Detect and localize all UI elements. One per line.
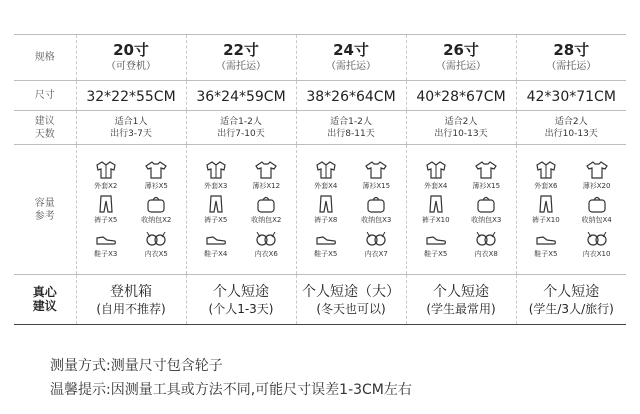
capacity-item <box>241 195 292 225</box>
capacity-label <box>14 145 76 275</box>
capacity-item <box>131 229 182 259</box>
capacity-item <box>301 195 352 225</box>
people-count: 适合2人 <box>554 116 588 127</box>
recommendation-cell <box>186 275 296 325</box>
days-cell <box>516 111 626 145</box>
recommendation-row <box>14 275 626 325</box>
bra-icon <box>144 229 168 250</box>
recommendation: 个人短途（大） <box>302 283 400 300</box>
capacity-item-label: 薄衫X15 <box>362 181 391 190</box>
coat-icon <box>94 161 118 182</box>
capacity-item-label: 内衣X10 <box>582 249 611 258</box>
capacity-item-label: 内衣X8 <box>474 249 498 258</box>
storage-bag-icon <box>254 195 278 216</box>
recommendation-note: (个人1-3天) <box>208 301 274 316</box>
recommendation: 个人短途 <box>543 283 600 300</box>
capacity-item-label: 薄衫X5 <box>144 181 168 190</box>
bra-icon <box>474 229 498 250</box>
shoes-icon <box>94 229 118 250</box>
capacity-label-line1: 容量 <box>34 197 55 209</box>
dimension-cell <box>76 81 186 111</box>
capacity-cell <box>406 145 516 275</box>
shirt-icon <box>144 161 168 182</box>
capacity-item <box>461 161 512 191</box>
days-cell <box>296 111 406 145</box>
capacity-item-label: 薄衫X20 <box>582 181 611 190</box>
capacity-item-label: 鞋子X3 <box>94 249 118 258</box>
dimension-cell <box>296 81 406 111</box>
days-label-line1: 建议 <box>34 115 55 127</box>
notes <box>50 354 412 402</box>
shirt-icon <box>474 161 498 182</box>
capacity-item-label: 收纳包X3 <box>471 215 502 224</box>
pants-icon <box>424 195 448 216</box>
size-row <box>14 81 626 111</box>
recommendation-label-line2: 建议 <box>32 298 57 313</box>
days-cell <box>76 111 186 145</box>
capacity-item <box>461 195 512 225</box>
shoes-icon <box>534 229 558 250</box>
size-inch: 26寸 <box>443 41 479 59</box>
capacity-item <box>521 161 572 191</box>
recommendation: 登机箱 <box>110 283 152 300</box>
capacity-item <box>571 161 622 191</box>
tip-note: 温馨提示:因测量工具或方法不同,可能尺寸误差1-3CM左右 <box>50 382 412 398</box>
dimension-cell <box>186 81 296 111</box>
transport-type: （需托运） <box>546 61 597 72</box>
capacity-item <box>351 229 402 259</box>
storage-bag-icon <box>585 195 609 216</box>
capacity-item <box>191 229 242 259</box>
recommendation-cell <box>516 275 626 325</box>
capacity-item <box>411 229 462 259</box>
capacity-grid <box>297 159 406 261</box>
capacity-item-label: 外套X4 <box>314 181 338 190</box>
capacity-item <box>131 161 182 191</box>
bra-icon <box>585 229 609 250</box>
size-inch: 24寸 <box>333 41 369 59</box>
capacity-cell <box>76 145 186 275</box>
capacity-item <box>241 161 292 191</box>
capacity-item-label: 内衣X5 <box>144 249 168 258</box>
days-row <box>14 111 626 145</box>
capacity-item <box>241 229 292 259</box>
people-count: 适合1-2人 <box>330 116 372 127</box>
size-inch: 20寸 <box>113 41 149 59</box>
capacity-item-label: 鞋子X4 <box>204 249 228 258</box>
capacity-item-label: 外套X3 <box>204 181 228 190</box>
capacity-grid <box>187 159 296 261</box>
dimension-cell <box>406 81 516 111</box>
capacity-item <box>191 161 242 191</box>
trip-days: 出行10-13天 <box>544 128 598 139</box>
luggage-size-table-container <box>14 34 626 325</box>
capacity-item-label: 鞋子X5 <box>534 249 558 258</box>
coat-icon <box>534 161 558 182</box>
capacity-item <box>131 195 182 225</box>
trip-days: 出行3-7天 <box>110 128 152 139</box>
capacity-item <box>351 161 402 191</box>
capacity-item-label: 内衣X6 <box>254 249 278 258</box>
capacity-item-label: 薄衫X15 <box>472 181 501 190</box>
dimension-cell <box>516 81 626 111</box>
people-count: 适合2人 <box>444 116 478 127</box>
recommendation-label-line1: 真心 <box>32 284 57 299</box>
bra-icon <box>254 229 278 250</box>
capacity-cell <box>296 145 406 275</box>
capacity-item <box>411 195 462 225</box>
pants-icon <box>94 195 118 216</box>
capacity-row <box>14 145 626 275</box>
recommendation: 个人短途 <box>433 283 489 300</box>
storage-bag-icon <box>474 195 498 216</box>
capacity-item-label: 薄衫X12 <box>252 181 281 190</box>
storage-bag-icon <box>144 195 168 216</box>
bra-icon <box>364 229 388 250</box>
measure-note: 测量方式:测量尺寸包含轮子 <box>50 358 223 374</box>
spec-cell <box>76 35 186 81</box>
coat-icon <box>314 161 338 182</box>
shirt-icon <box>254 161 278 182</box>
capacity-item-label: 收纳包X2 <box>251 215 282 224</box>
luggage-size-table <box>14 34 626 325</box>
storage-bag-icon <box>364 195 388 216</box>
pants-icon <box>204 195 228 216</box>
people-count: 适合1-2人 <box>220 116 262 127</box>
capacity-item-label: 收纳包X2 <box>141 215 172 224</box>
capacity-item <box>571 195 622 225</box>
capacity-item-label: 裤子X10 <box>421 215 450 224</box>
recommendation-cell <box>76 275 186 325</box>
recommendation: 个人短途 <box>213 283 269 300</box>
capacity-cell <box>516 145 626 275</box>
days-cell <box>186 111 296 145</box>
days-label-line2: 天数 <box>34 128 55 140</box>
dimensions: 42*30*71CM <box>526 89 616 105</box>
trip-days: 出行7-10天 <box>217 128 265 139</box>
spec-row <box>14 35 626 81</box>
capacity-grid <box>407 159 516 261</box>
capacity-item <box>301 161 352 191</box>
shirt-icon <box>364 161 388 182</box>
size-inch: 28寸 <box>553 41 590 59</box>
transport-type: （需托运） <box>216 61 266 72</box>
days-cell <box>406 111 516 145</box>
people-count: 适合1人 <box>114 116 148 127</box>
capacity-item <box>81 195 132 225</box>
capacity-item-label: 外套X4 <box>424 181 448 190</box>
spec-cell <box>296 35 406 81</box>
capacity-item <box>521 229 572 259</box>
spec-label: 规格 <box>14 35 76 81</box>
capacity-item <box>411 161 462 191</box>
trip-days: 出行8-11天 <box>327 128 375 139</box>
recommendation-label <box>14 275 76 325</box>
recommendation-note: (学生/3人/旅行) <box>528 301 614 316</box>
recommendation-note: (学生最常用) <box>426 301 496 316</box>
coat-icon <box>204 161 228 182</box>
size-inch: 22寸 <box>223 41 259 59</box>
days-label <box>14 111 76 145</box>
pants-icon <box>314 195 338 216</box>
capacity-item <box>351 195 402 225</box>
capacity-item <box>521 195 572 225</box>
dimensions: 40*28*67CM <box>416 89 506 105</box>
shirt-icon <box>585 161 609 182</box>
capacity-item <box>301 229 352 259</box>
capacity-label-line2: 参考 <box>34 210 55 222</box>
recommendation-cell <box>406 275 516 325</box>
capacity-item-label: 裤子X8 <box>314 215 338 224</box>
shoes-icon <box>424 229 448 250</box>
capacity-grid <box>77 159 186 261</box>
capacity-item-label: 裤子X10 <box>532 215 560 224</box>
recommendation-cell <box>296 275 406 325</box>
capacity-item-label: 裤子X5 <box>94 215 118 224</box>
capacity-item-label: 收纳包X3 <box>361 215 392 224</box>
capacity-cell <box>186 145 296 275</box>
transport-type: （需托运） <box>436 61 486 72</box>
spec-cell <box>516 35 626 81</box>
capacity-item <box>191 195 242 225</box>
spec-cell <box>186 35 296 81</box>
spec-cell <box>406 35 516 81</box>
dimensions: 32*22*55CM <box>86 89 176 105</box>
capacity-item-label: 内衣X7 <box>364 249 388 258</box>
recommendation-note: (冬天也可以) <box>316 301 386 316</box>
dimensions: 36*24*59CM <box>196 89 286 105</box>
pants-icon <box>534 195 558 216</box>
size-label: 尺寸 <box>14 81 76 111</box>
coat-icon <box>424 161 448 182</box>
trip-days: 出行10-13天 <box>434 128 488 139</box>
capacity-item <box>461 229 512 259</box>
capacity-item-label: 收纳包X4 <box>581 215 612 224</box>
capacity-item <box>571 229 622 259</box>
shoes-icon <box>204 229 228 250</box>
capacity-item-label: 鞋子X5 <box>424 249 448 258</box>
capacity-grid <box>517 159 627 261</box>
transport-type: （需托运） <box>326 61 376 72</box>
capacity-item-label: 外套X2 <box>94 181 118 190</box>
recommendation-note: (自用不推荐) <box>96 301 166 316</box>
capacity-item-label: 外套X6 <box>534 181 558 190</box>
capacity-item <box>81 229 132 259</box>
dimensions: 38*26*64CM <box>306 89 396 105</box>
capacity-item-label: 裤子X5 <box>204 215 228 224</box>
capacity-item <box>81 161 132 191</box>
shoes-icon <box>314 229 338 250</box>
capacity-item-label: 鞋子X5 <box>314 249 338 258</box>
transport-type: （可登机） <box>106 61 156 72</box>
